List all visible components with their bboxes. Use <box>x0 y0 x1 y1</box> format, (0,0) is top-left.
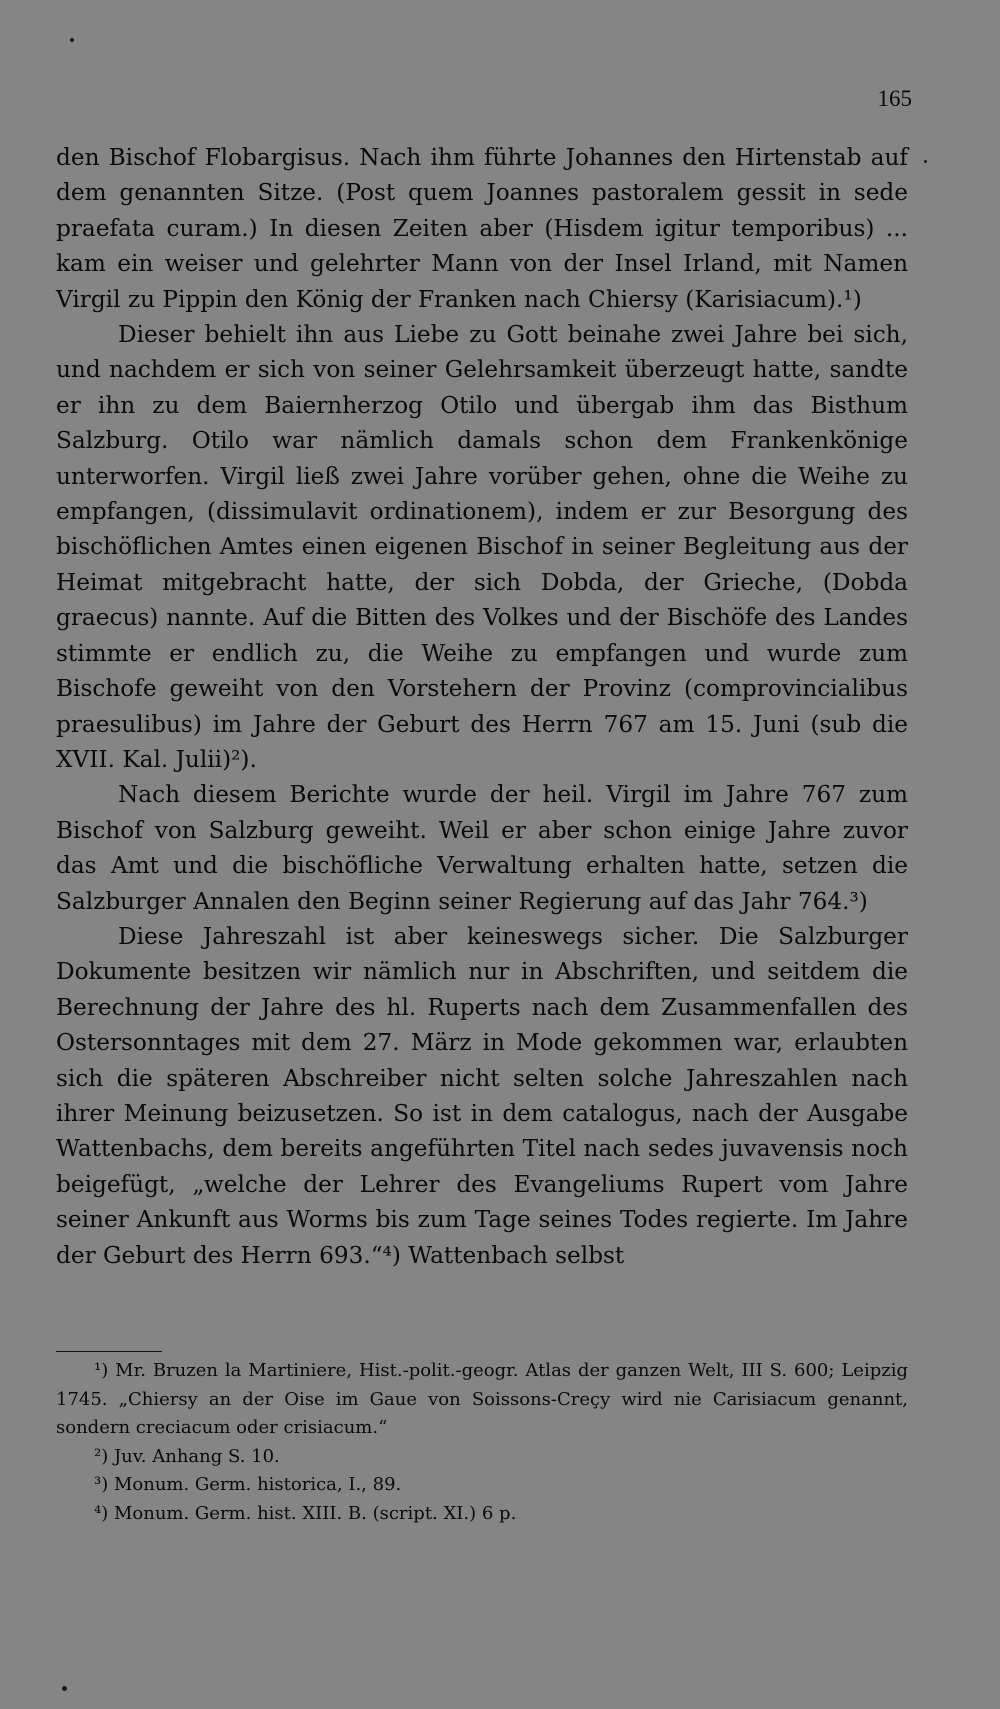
scan-speck-right <box>924 160 927 163</box>
paragraph-3: Nach diesem Berichte wurde der heil. Virgil im Jahre 767 zum Bischof von Salzburg geweiht. Weil er aber schon einige Jahre zuvor das Amt und die bischöfliche Verwaltung erhalten hatte, setzen die Salzburger Annalen den Beginn seiner Regierung auf das Jahr 764.³) <box>56 781 908 915</box>
main-text <box>56 140 908 1273</box>
page-number: 165 <box>877 86 912 111</box>
footnotes <box>56 1357 908 1529</box>
scan-speck-bottom <box>62 1686 67 1691</box>
footnote-3: ³) Monum. Germ. historica, I., 89. <box>94 1474 402 1496</box>
scan-speck-top <box>70 38 74 42</box>
footnote-1: ¹) Mr. Bruzen la Martiniere, Hist.-polit.-geogr. Atlas der ganzen Welt, III S. 600; Leipzig 1745. „Chiersy an der Oise im Gaue von Soissons-Creçy wird nie Carisiacum genannt, sondern creciacum oder crisiacum.“ <box>56 1360 908 1439</box>
paragraph-4: Diese Jahreszahl ist aber keineswegs sicher. Die Salzburger Dokumente besitzen wir nämlich nur in Abschriften, und seitdem die Berechnung der Jahre des hl. Ruperts nach dem Zusammenfallen des Ostersonntages mit dem 27. März in Mode gekommen war, erlaubten sich die späteren Abschreiber nicht selten solche Jahreszahlen nach ihrer Meinung beizusetzen. So ist in dem catalogus, nach der Ausgabe Wattenbachs, dem bereits angeführten Titel nach sedes juvavensis noch beigefügt, „welche der Lehrer des Evangeliums Rupert vom Jahre seiner Ankunft aus Worms bis zum Tage seines Todes regierte. Im Jahre der Geburt des Herrn 693.“⁴) Wattenbach selbst <box>56 922 908 1269</box>
paragraph-1: den Bischof Flobargisus. Nach ihm führte Johannes den Hirtenstab auf dem genannten Sitze. (Post quem Joannes pastoralem gessit in sede praefata curam.) In diesen Zeiten aber (Hisdem igitur temporibus) ... kam ein weiser und gelehrter Mann von der Insel Irland, mit Namen Virgil zu Pippin den König der Franken nach Chiersy (Karisiacum).¹) <box>56 144 908 313</box>
footnote-4: ⁴) Monum. Germ. hist. XIII. B. (script. XI.) 6 p. <box>94 1502 517 1524</box>
footnote-divider <box>56 1351 162 1352</box>
footnote-2: ²) Juv. Anhang S. 10. <box>94 1445 280 1467</box>
paragraph-2: Dieser behielt ihn aus Liebe zu Gott beinahe zwei Jahre bei sich, und nachdem er sich von seiner Gelehrsamkeit überzeugt hatte, sandte er ihn zu dem Baiernherzog Otilo und übergab ihm das Bisthum Salzburg. Otilo war nämlich damals schon dem Frankenkönige unterworfen. Virgil ließ zwei Jahre vorüber gehen, ohne die Weihe zu empfangen, (dissimulavit ordinationem), indem er zur Besorgung des bischöflichen Amtes einen eigenen Bischof in seiner Begleitung aus der Heimat mitgebracht hatte, der sich Dobda, der Grieche, (Dobda graecus) nannte. Auf die Bitten des Volkes und der Bischöfe des Landes stimmte er endlich zu, die Weihe zu empfangen und wurde zum Bischofe geweiht von den Vorstehern der Provinz (comprovincialibus praesulibus) im Jahre der Geburt des Herrn 767 am 15. Juni (sub die XVII. Kal. Julii)²). <box>56 321 908 773</box>
